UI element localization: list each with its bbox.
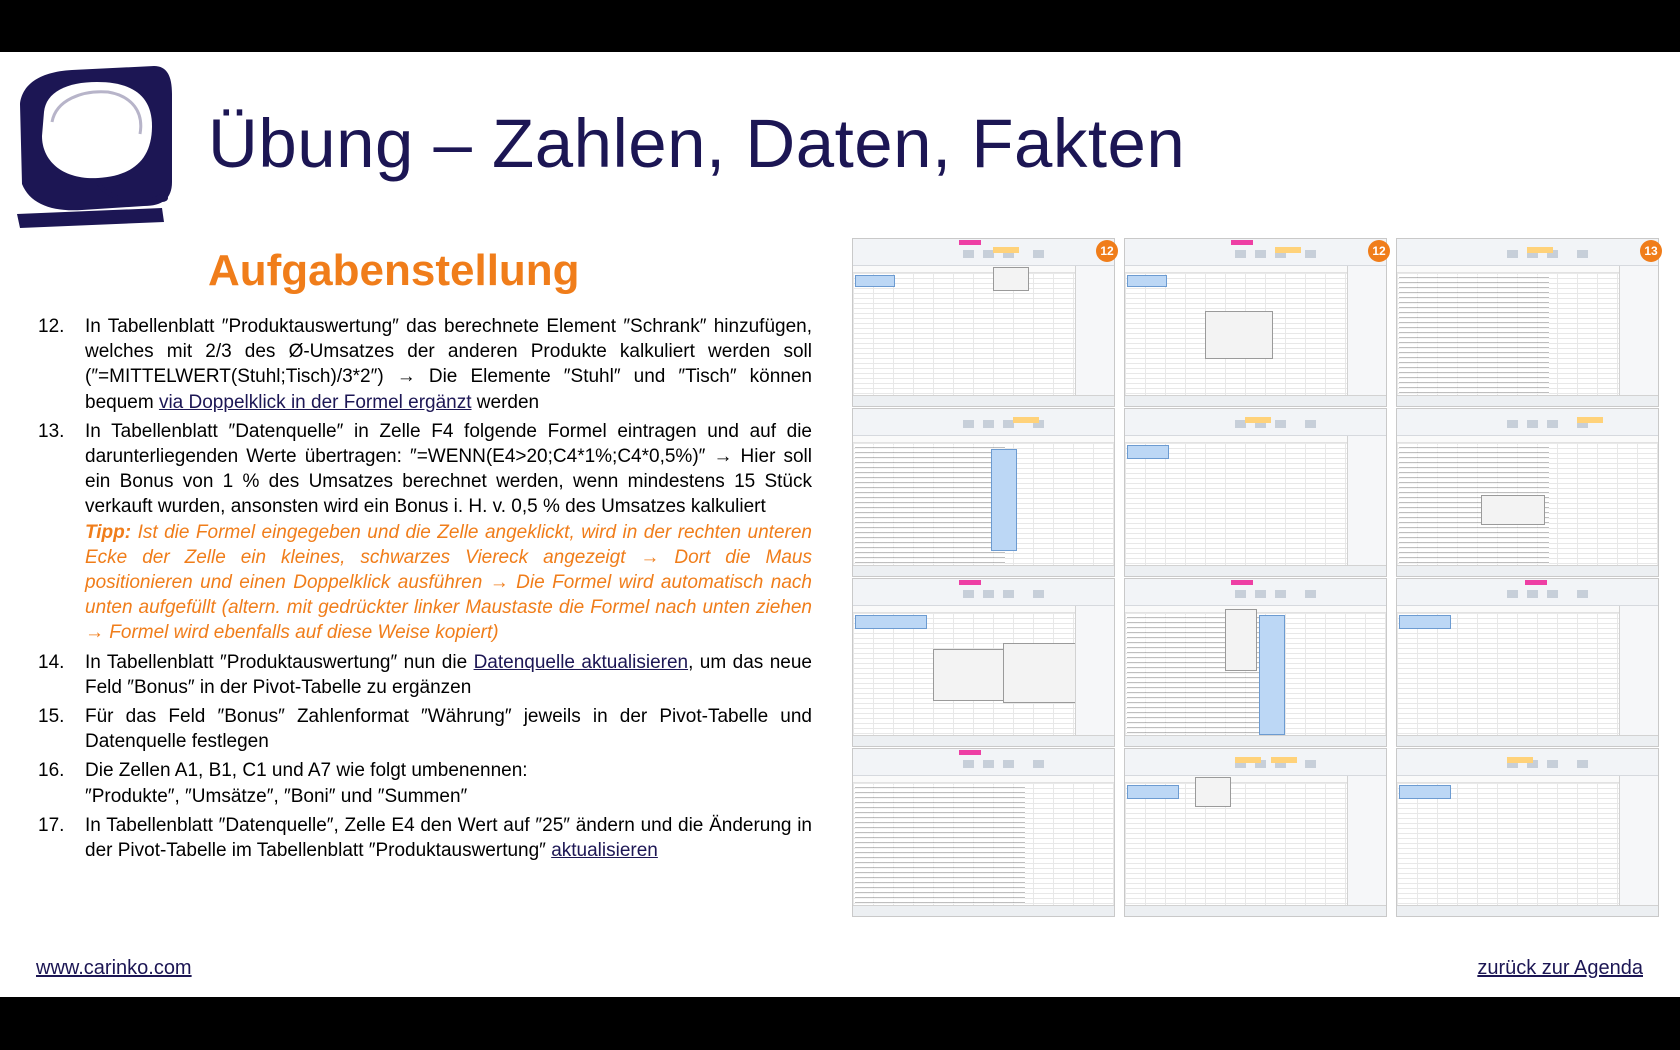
- task-item: [32, 758, 812, 808]
- screenshot-gallery: [852, 238, 1662, 973]
- step-badge: 12: [1096, 240, 1118, 262]
- excel-screenshot[interactable]: [852, 408, 1115, 577]
- formula-link[interactable]: via Doppelklick in der Formel ergänzt: [158, 391, 472, 413]
- task-text: Für das Feld ″Bonus″ Zahlenformat ″Währung″ jeweils in der Pivot-Tabelle und Datenquelle festlegen: [85, 706, 812, 753]
- datasource-refresh-link[interactable]: Datenquelle aktualisieren: [473, 651, 689, 673]
- excel-screenshot[interactable]: [1124, 578, 1387, 747]
- task-item: [32, 419, 812, 646]
- excel-screenshot[interactable]: [852, 578, 1115, 747]
- task-text: In Tabellenblatt ″Datenquelle″, Zelle E4 den Wert auf ″25″ ändern und die Änderung in der Pivot-Tabelle im Tabellenblatt ″Produktauswertung″ aktualisieren: [85, 814, 812, 862]
- tip-text: Tipp: Ist die Formel eingegeben und die Zelle angeklickt, wird in der rechten unteren Ecke der Zelle ein kleines, schwarzes Viereck angezeigt → Dort die Maus positionieren und einen Doppelklick ausführen → Die Formel wird automatisch nach unten aufgefüllt (altern. mit gedrückter linker Maustaste die Formel nach unten ziehen → Formel wird ebenfalls auf diese Weise kopiert): [85, 521, 812, 644]
- task-number: 15.: [38, 706, 65, 728]
- slide: [0, 52, 1680, 997]
- task-number: 14.: [38, 651, 65, 673]
- step-badge: 12: [1368, 240, 1390, 262]
- task-list: [32, 314, 812, 867]
- task-item: [32, 704, 812, 754]
- excel-screenshot[interactable]: [852, 238, 1115, 407]
- carinko-logo: [12, 64, 177, 229]
- task-item: [32, 650, 812, 700]
- task-number: 13.: [38, 420, 65, 442]
- task-text: In Tabellenblatt ″Datenquelle″ in Zelle F4 folgende Formel eintragen und auf die darunterliegenden Werte übertragen: ″=WENN(E4>20;C4*1%;C4*0,5%)″ → Hier soll ein Bonus von 1 % des Umsatzes berechnet werden, wenn mindestens 15 Stück verkauft wurden, ansonsten wird ein Bonus i. H. v. 0,5 % des Umsatzes kalkuliert Tipp: Ist die Formel eingegeben und die Zelle angeklickt, wird in der rechten unteren Ecke der Zelle ein kleines, schwarzes Viereck angezeigt → Dort die Maus positionieren und einen Doppelklick ausführen → Die Formel wird automatisch nach unten aufgefüllt (altern. mit gedrückter linker Maustaste die Formel nach unten ziehen → Formel wird ebenfalls auf diese Weise kopiert): [85, 419, 812, 646]
- task-item: [32, 314, 812, 415]
- back-to-agenda-link[interactable]: zurück zur Agenda: [1477, 957, 1643, 979]
- excel-screenshot[interactable]: [1396, 238, 1659, 407]
- step-badge: 13: [1640, 240, 1662, 262]
- page-title: Übung – Zahlen, Daten, Fakten: [208, 105, 1186, 182]
- website-link[interactable]: www.carinko.com: [36, 957, 192, 979]
- excel-screenshot[interactable]: [852, 748, 1115, 917]
- task-text: In Tabellenblatt ″Produktauswertung″ nun die Datenquelle aktualisieren, um das neue Feld ″Bonus″ in der Pivot-Tabelle zu ergänzen: [85, 651, 812, 698]
- excel-screenshot[interactable]: [1124, 238, 1387, 407]
- task-number: 16.: [38, 760, 65, 782]
- task-number: 17.: [38, 814, 65, 836]
- task-text: In Tabellenblatt ″Produktauswertung″ das berechnete Element ″Schrank″ hinzufügen, welches mit 2/3 des Ø-Umsatzes der anderen Produkte kalkuliert werden soll (″=MITTELWERT(Stuhl;Tisch)/3*2″) → Die Elemente ″Stuhl″ und ″Tisch″ können bequem via Doppelklick in der Formel ergänzt werden: [85, 316, 812, 413]
- task-text: Die Zellen A1, B1, C1 und A7 wie folgt umbenennen: ″Produkte″, ″Umsätze″, ″Boni″ und ″Summen″: [85, 760, 528, 807]
- excel-screenshot[interactable]: [1396, 408, 1659, 577]
- excel-screenshot[interactable]: [1124, 748, 1387, 917]
- excel-screenshot[interactable]: [1396, 748, 1659, 917]
- task-number: 12.: [38, 316, 65, 337]
- excel-screenshot[interactable]: [1124, 408, 1387, 577]
- section-heading: Aufgabenstellung: [208, 246, 580, 295]
- excel-screenshot[interactable]: [1396, 578, 1659, 747]
- refresh-link[interactable]: aktualisieren: [551, 840, 658, 862]
- task-item: [32, 813, 812, 863]
